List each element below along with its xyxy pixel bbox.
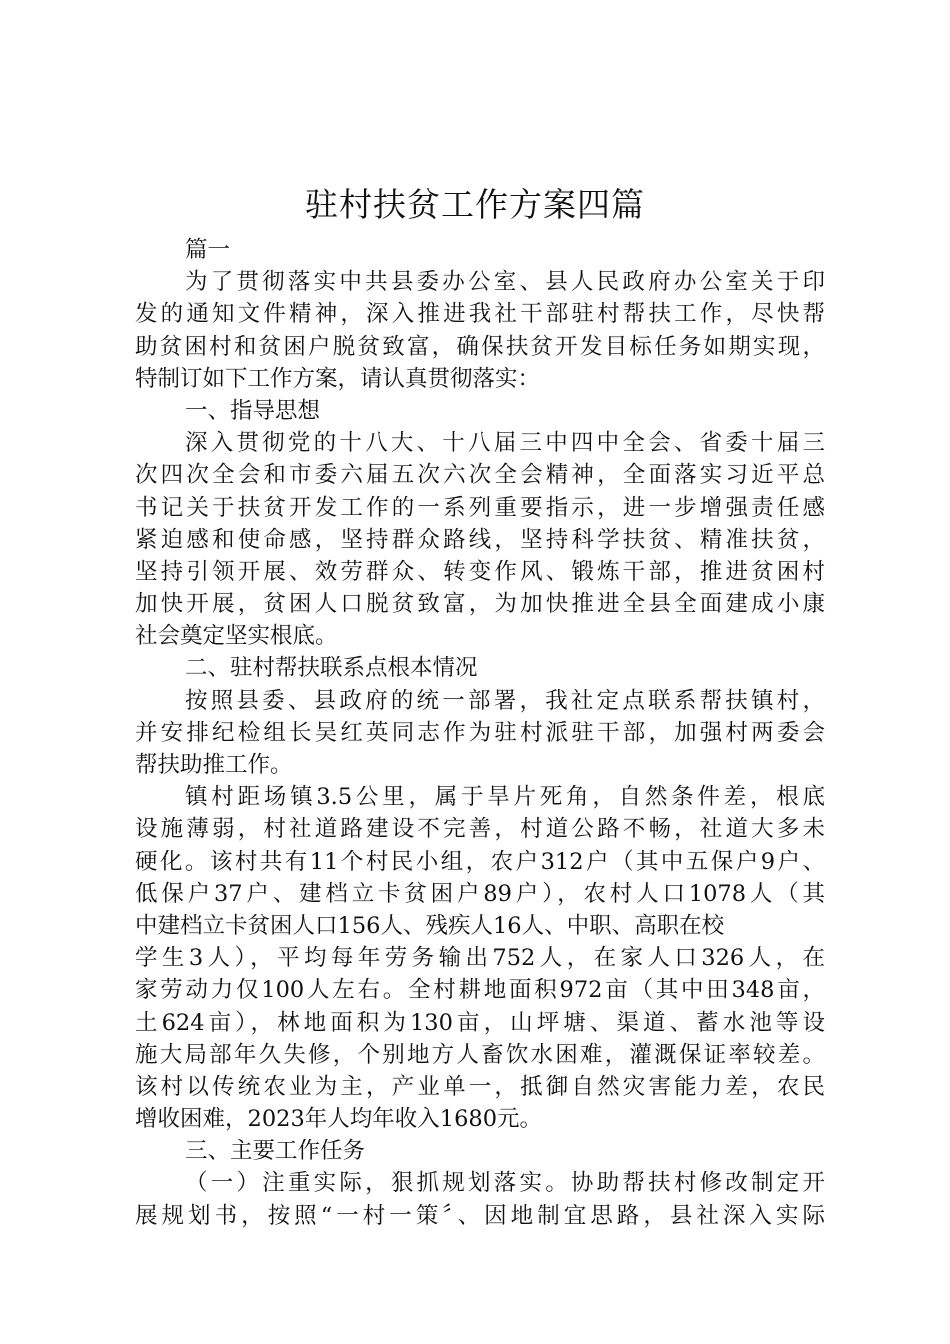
text-line: 特制订如下工作方案，请认真贯彻落实： bbox=[135, 365, 541, 392]
text-line: 施大局部年久失修，个别地方人畜饮水困难，灌溉保证率较差。 bbox=[135, 1041, 825, 1068]
text-line: 次四次全会和市委六届五次六次全会精神，全面落实习近平总 bbox=[135, 462, 825, 489]
text-line: 按照县委、县政府的统一部署，我社定点联系帮扶镇村， bbox=[185, 687, 825, 714]
text-line: 该村以传统农业为主，产业单一，抵御自然灾害能力差，农民 bbox=[135, 1073, 825, 1100]
text-line: 篇一 bbox=[185, 237, 231, 263]
text-line: 家劳动力仅100人左右。全村耕地面积972亩（其中田348亩， bbox=[135, 977, 825, 1004]
text-line: 三、主要工作任务 bbox=[185, 1138, 366, 1165]
text-line: 土624亩），林地面积为130亩，山坪塘、渠道、蓄水池等设 bbox=[135, 1009, 825, 1036]
text-line: 发的通知文件精神，深入推进我社干部驻村帮扶工作，尽快帮 bbox=[135, 301, 825, 328]
text-line: 展规划书，按照“一村一策〞、因地制宜思路，县社深入实际 bbox=[135, 1202, 825, 1229]
text-line: 学生3人），平均每年劳务输出752人，在家人口326人，在 bbox=[135, 945, 825, 972]
text-line: 镇村距场镇3.5公里，属于旱片死角，自然条件差，根底 bbox=[185, 784, 825, 811]
text-line: 增收困难，2023年人均年收入1680元。 bbox=[135, 1106, 543, 1133]
text-line: 深入贯彻党的十八大、十八届三中四中全会、省委十届三 bbox=[185, 430, 825, 457]
text-line: 加快开展，贫困人口脱贫致富，为加快推进全县全面建成小康 bbox=[135, 591, 825, 618]
document-title: 驻村扶贫工作方案四篇 bbox=[305, 185, 645, 224]
text-line: 二、驻村帮扶联系点根本情况 bbox=[185, 655, 478, 682]
text-line: 并安排纪检组长吴红英同志作为驻村派驻干部，加强村两委会 bbox=[135, 719, 825, 746]
text-line: 书记关于扶贫开发工作的一系列重要指示，进一步增强责任感 bbox=[135, 494, 825, 521]
text-line: 硬化。该村共有11个村民小组，农户312户（其中五保户9户、 bbox=[135, 848, 825, 875]
text-line: 中建档立卡贫困人口156人、残疾人16人、中职、高职在校 bbox=[135, 912, 725, 939]
document-body bbox=[135, 234, 825, 1232]
text-line: 助贫困村和贫困户脱贫致富，确保扶贫开发目标任务如期实现， bbox=[135, 333, 825, 360]
text-line: 紧迫感和使命感，坚持群众路线，坚持科学扶贫、精准扶贫， bbox=[135, 526, 825, 553]
text-line: 低保户37户、建档立卡贫困户89户），农村人口1078人（其 bbox=[135, 880, 825, 907]
text-line: 社会奠定坚实根底。 bbox=[135, 623, 338, 650]
text-line: 帮扶助推工作。 bbox=[135, 752, 293, 778]
text-line: 一、指导思想 bbox=[185, 397, 321, 424]
text-line: 坚持引领开展、效劳群众、转变作风、锻炼干部，推进贫困村 bbox=[135, 558, 825, 585]
text-line: 为了贯彻落实中共县委办公室、县人民政府办公室关于印 bbox=[185, 269, 825, 296]
text-line: （一）注重实际，狠抓规划落实。协助帮扶村修改制定开 bbox=[185, 1170, 825, 1197]
text-line: 设施薄弱，村社道路建设不完善，村道公路不畅，社道大多未 bbox=[135, 816, 825, 843]
